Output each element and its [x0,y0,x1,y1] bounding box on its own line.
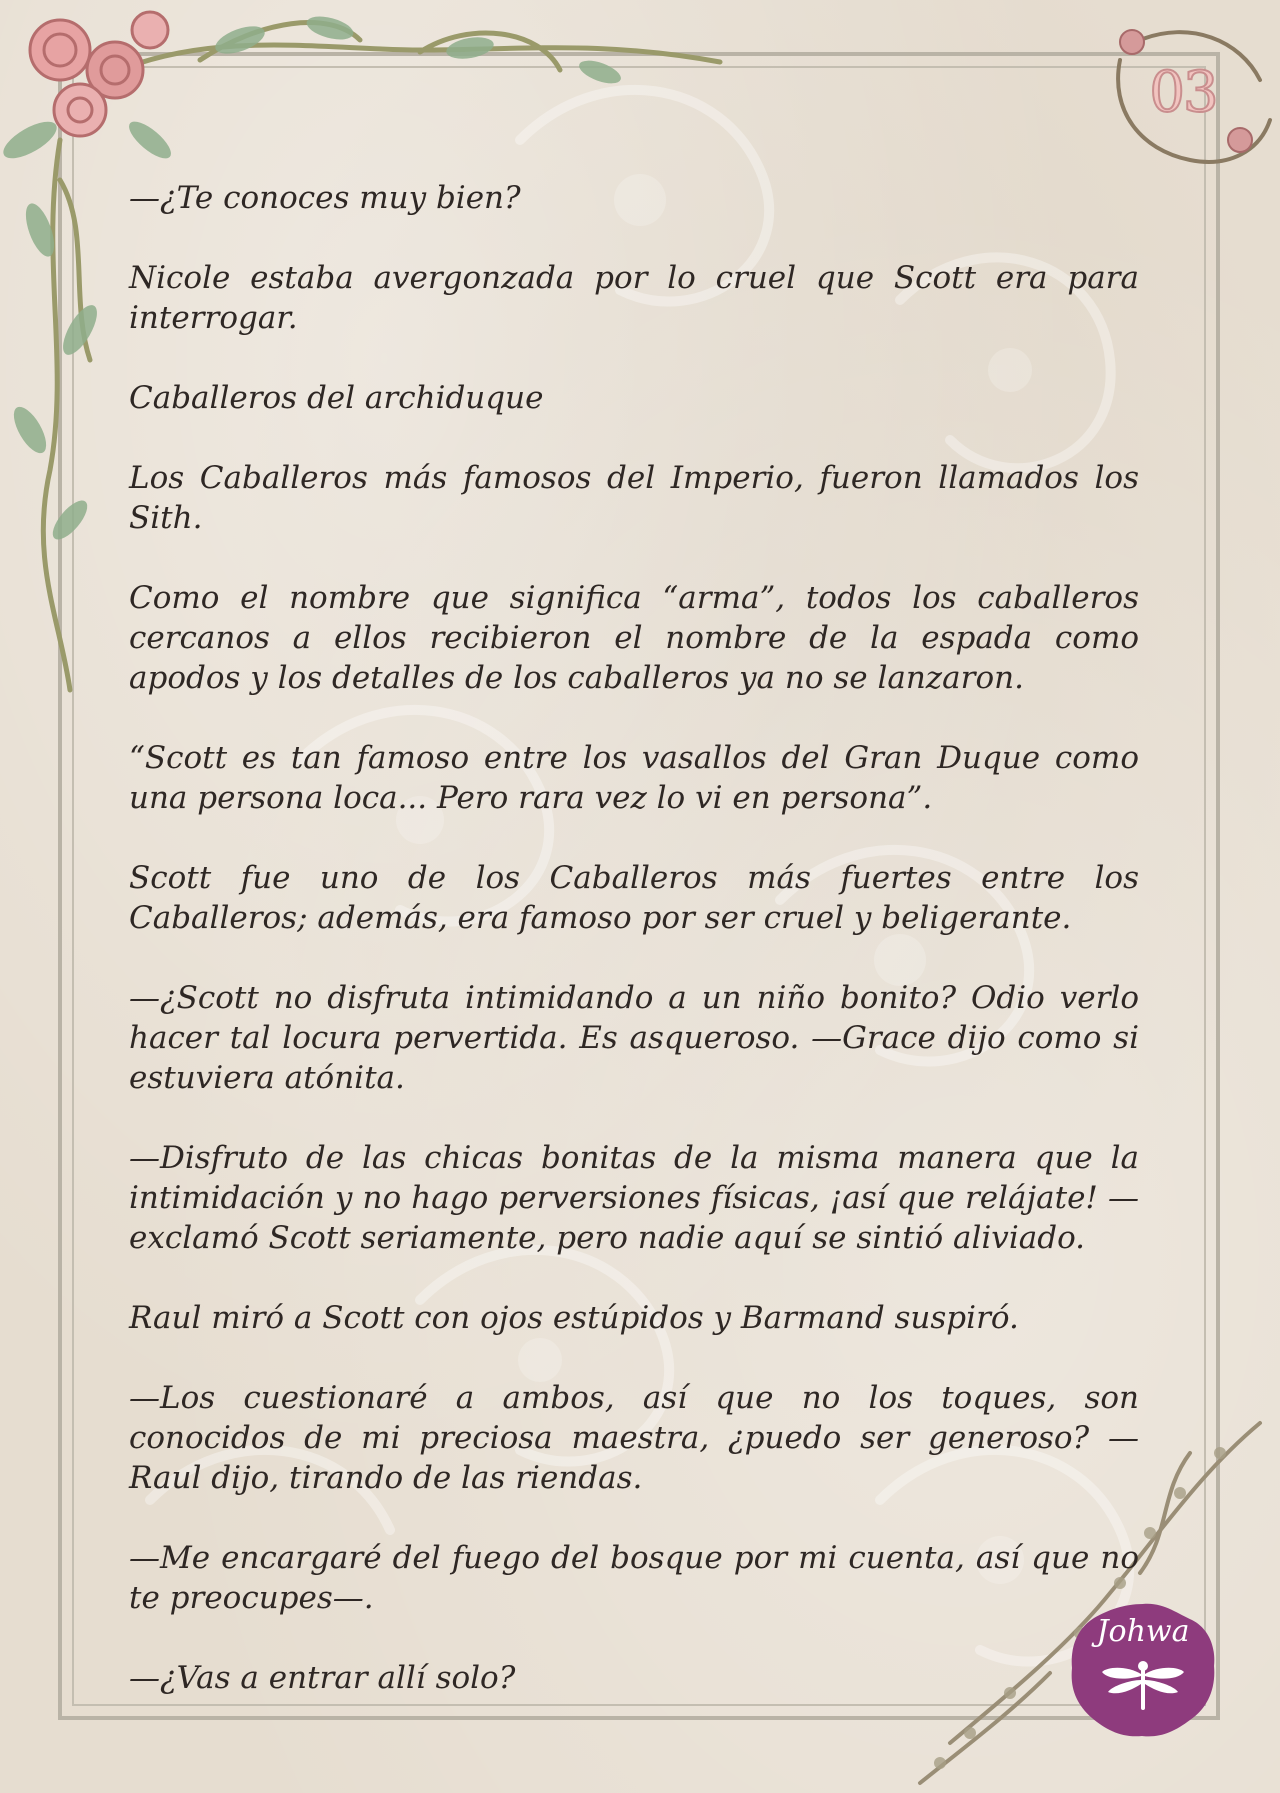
paragraph: —¿Vas a entrar allí solo? [129,1660,516,1696]
paragraph: —Los cuestionaré a ambos, así que no los toques, son conocidos de mi preciosa maestra, ¿puedo ser generoso? —Raul dijo, tirando de las riendas. [129,1380,1139,1496]
paragraph: “Scott es tan famoso entre los vasallos del Gran Duque como una persona loca... Pero rara vez lo vi en persona”. [129,740,1139,816]
paragraph: Scott fue uno de los Caballeros más fuertes entre los Caballeros; además, era famoso por ser cruel y beligerante. [129,860,1139,936]
story-text [129,178,1139,1698]
paragraph: —¿Te conoces muy bien? [129,180,521,216]
paragraph: Los Caballeros más famosos del Imperio, fueron llamados los Sith. [129,460,1139,536]
paragraph: —Disfruto de las chicas bonitas de la misma manera que la intimidación y no hago perversiones físicas, ¡así que relájate! —exclamó Scott seriamente, pero nadie aquí se sintió aliviado. [129,1140,1139,1256]
paragraph: —¿Scott no disfruta intimidando a un niño bonito? Odio verlo hacer tal locura pervertida. Es asqueroso. —Grace dijo como si estuviera atónita. [129,980,1139,1096]
paragraph: Nicole estaba avergonzada por lo cruel que Scott era para interrogar. [129,260,1139,336]
paragraph: —Me encargaré del fuego del bosque por mi cuenta, así que no te preocupes—. [129,1540,1139,1616]
paragraph: Como el nombre que significa “arma”, todos los caballeros cercanos a ellos recibieron el nombre de la espada como apodos y los detalles de los caballeros ya no se lanzaron. [129,580,1139,696]
page-number: 03 [1149,60,1217,125]
paragraph: Caballeros del archiduque [129,380,544,416]
paragraph: Raul miró a Scott con ojos estúpidos y Barmand suspiró. [129,1300,1019,1336]
badge-label: Johwa [1096,1614,1190,1649]
